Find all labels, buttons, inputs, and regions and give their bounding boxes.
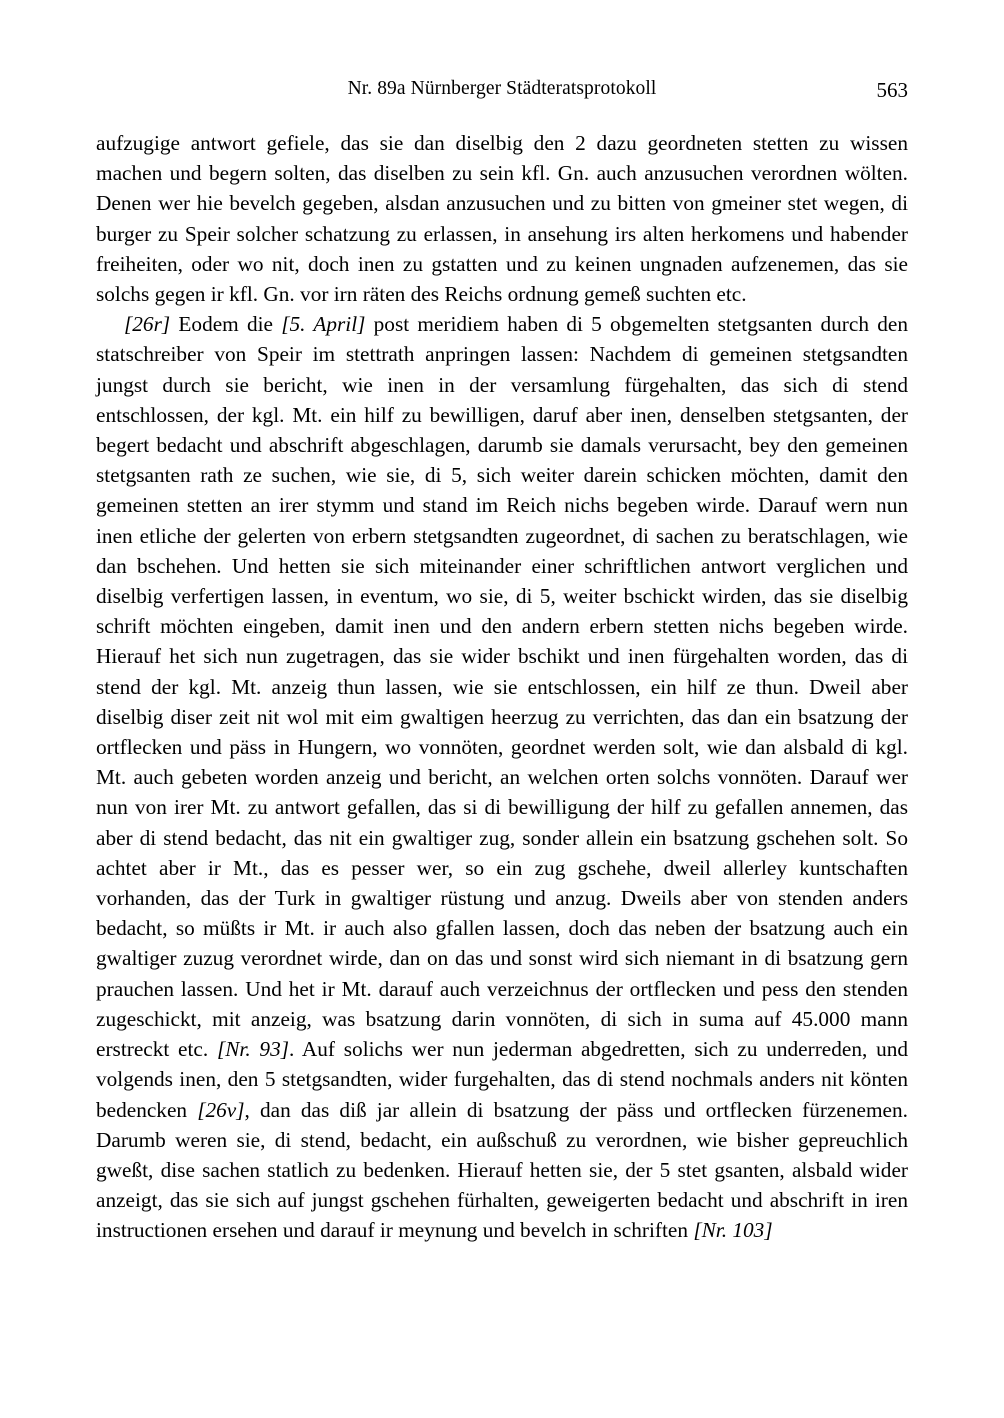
reference-nr-93: [Nr. 93]	[216, 1037, 290, 1062]
paragraph-1: aufzugige antwort gefiele, das sie dan diselbig den 2 dazu geordneten stetten zu wissen machen und begern solten, das diselben zu sein kfl. Gn. auch anzusuchen verordnen wölten. Denen wer hie bevelch gegeben, alsdan anzusuchen und zu bitten von gmeiner stet wegen, di burger zu Speir solcher schatzung zu erlassen, in ansehung irs alten herkomens und habender freiheiten, oder wo nit, doch inen zu gstatten und zu keinen ungnaden aufzenemen, das sie solchs gegen ir kfl. Gn. vor irn räten des Reichs ordnung gemeß suchten etc.	[96, 131, 908, 307]
running-head-title: Nr. 89a Nürnberger Städteratsprotokoll	[347, 78, 657, 99]
paragraph-2	[96, 309, 908, 1245]
running-head	[96, 78, 908, 108]
body-text	[96, 128, 908, 1246]
paragraph-2-lead: Eodem die	[170, 312, 282, 337]
paragraph-2-segment-1: post meridiem haben di 5 obgemelten stetgsanten durch den statschreiber von Speir im stettrath anpringen lassen: Nachdem di gemeinen stetgsandten jungst durch sie bericht, wie inen in der versamlung fürgehalten, das sich di stend entschlossen, der kgl. Mt. ein hilf zu bewilligen, daruf aber inen, denselben stetgsanten, der begert bedacht und abschrift abgeschlagen, darumb sie damals verursacht, bey den gemeinen stetgsanten rath ze suchen, wie sie, di 5, sich weiter darein schicken möchten, damit den gemeinen stetten an irer stymm und stand im Reich nichs begeben wirde. Darauf wern nun inen etliche der gelerten von erbern stetgsandten zugeordnet, di sachen zu beratschlagen, wie dan bschehen. Und hetten sie sich miteinander einer schriftlichen antwort verglichen und diselbig verfertigen lassen, in eventum, wo sie, di 5, weiter bschickt wirden, das sie diselbig schrift möchten eingeben, damit inen und den andern erbern stetten nichs begeben wirde. Hierauf het sich nun zugetragen, das sie wider bschikt und inen fürgehalten worden, das di stend der kgl. Mt. anzeig thun lassen, wie sie entschlossen, ein hilf ze thun. Dweil aber diselbig diser zeit nit wol mit eim gwaltigen heerzug zu verrichten, das dan ein bsatzung der ortflecken und päss in Hungern, wo vonnöten, geordnet werden solt, wie dan alsbald di kgl. Mt. auch gebeten worden anzeig und bericht, an welchen orten solchs vonnöten. Darauf wer nun von irer Mt. zu antwort gefallen, das si di bewilligung der hilf zu gefallen annemen, das aber di stend bedacht, das nit ein gwaltiger zug, sonder allein ein bsatzung gschehen solt. So achtet aber ir Mt., das es pesser wer, so ein zug gschehe, dweil allerley kuntschaften vorhanden, das der Turk in gwaltiger rüstung und anzug. Dweils aber von stenden anders bedacht, so müßts ir Mt. ir auch also gfallen lassen, doch das neben der bsatzung auch ein gwaltiger zuzug verordnet wirde, dan on das und sonst wird sich niemant in di bsatzung gern prauchen lassen. Und het ir Mt. darauf auch verzeichnus der ortflecken und pess den stenden zugeschickt, mit anzeig, was bsatzung darin vonnöten, di sich in suma auf 45.000 mann erstreckt etc.	[96, 312, 908, 1062]
paragraph-2-segment-3: , dan das diß jar allein di bsatzung der päss und ortflecken fürzenemen. Darumb weren sie, di stend, bedacht, ein außschuß zu verordnen, wie bisher gepreuchlich gweßt, dise sachen statlich zu bedenken. Hierauf hetten sie, der 5 stet gsanten, alsbald wider anzeigt, das sie sich auf jungst gschehen fürhalten, geweigerten bedacht und abschrift in iren instructionen ersehen und darauf ir meynung und bevelch in schriften	[96, 1097, 908, 1243]
folio-marker-26v: [26v]	[197, 1097, 245, 1122]
paragraph-2-segment-2: . Auf solichs wer nun jederman abgedretten, sich zu underreden, und volgends inen, den 5 stetgsandten, wider furgehalten, das di stend nochmals anders nit könten bedencken	[96, 1037, 909, 1122]
date-marker: [5. April]	[281, 312, 366, 337]
page-number: 563	[876, 78, 908, 102]
folio-marker-26r: [26r]	[124, 312, 171, 337]
reference-nr-103: [Nr. 103]	[693, 1218, 773, 1243]
